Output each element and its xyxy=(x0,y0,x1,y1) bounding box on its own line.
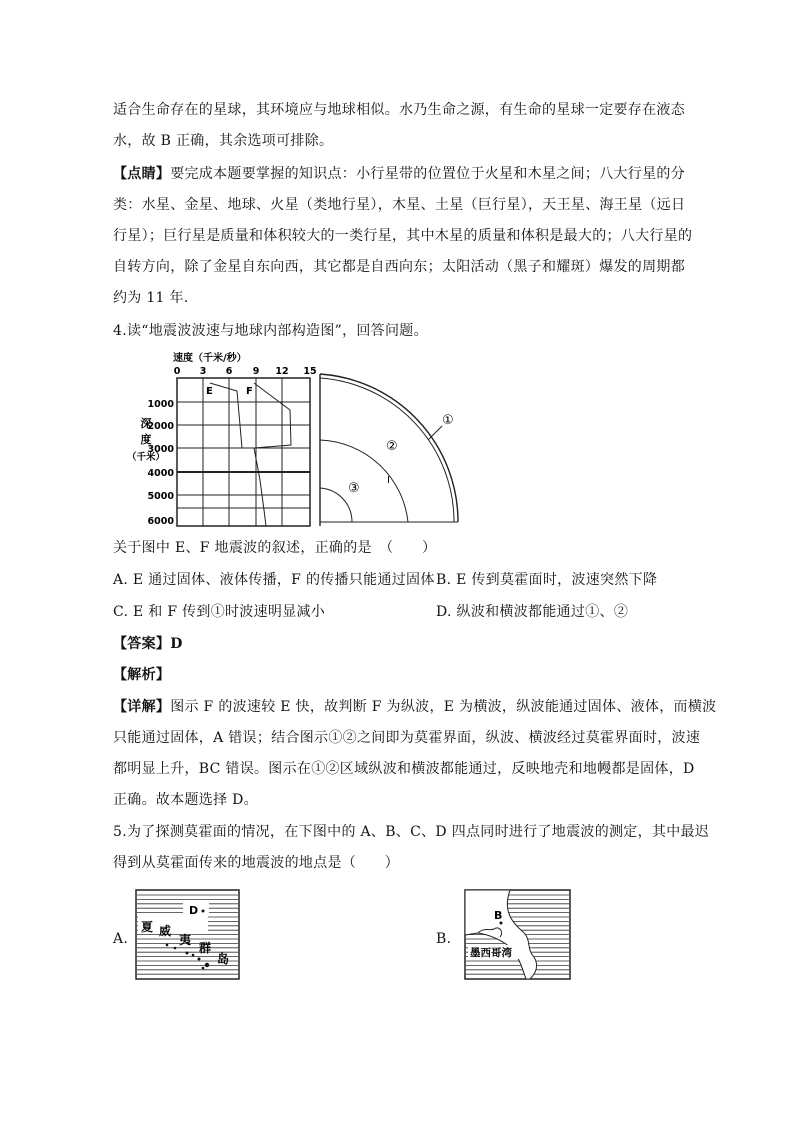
map-a-label: 岛 xyxy=(217,952,230,966)
question-4-text: 关于图中 E、F 地震波的叙述，正确的是 （ ） xyxy=(113,540,437,556)
option-c: C. E 和 F 传到①时波速明显减小 xyxy=(113,604,326,620)
map-a-label: 夏 xyxy=(141,920,154,934)
analysis-tag: 【解析】 xyxy=(113,667,171,683)
hawaii-map xyxy=(135,889,240,980)
dianjing-text: 要完成本题要掌握的知识点：小行星带的位置位于火星和木星之间；八大行星的分 xyxy=(170,166,686,182)
paragraph-line: 自转方向，除了金星自东向西，其它都是自西向东；太阳活动（黑子和耀斑）爆发的周期都 xyxy=(113,259,685,275)
wave-f-curve xyxy=(254,383,291,526)
speed-tick: 15 xyxy=(303,366,317,377)
seismic-wave-figure xyxy=(126,350,465,530)
wave-e-label: E xyxy=(206,386,213,397)
speed-tick: 3 xyxy=(199,366,207,377)
option-a: A. E 通过固体、液体传播，F 的传播只能通过固体 xyxy=(113,572,435,588)
dianjing-line xyxy=(113,164,685,184)
map-a-label: 群 xyxy=(199,941,212,955)
speed-tick: 6 xyxy=(225,366,233,377)
speed-tick: 9 xyxy=(252,366,260,377)
speed-axis-label: 速度（千米/秒） xyxy=(173,353,247,364)
map-b-label: 墨西哥湾 xyxy=(470,947,512,959)
map-a-label: 威 xyxy=(159,924,172,938)
layer-3-label: ③ xyxy=(348,481,360,496)
layer-2-label: ② xyxy=(386,439,398,454)
paragraph-line: 正确。故本题选择 D。 xyxy=(113,792,258,808)
gulf-of-mexico-map xyxy=(464,889,571,980)
paragraph-line: 适合生命存在的星球，其环境应与地球相似。水乃生命之源，有生命的星球一定要存在液态 xyxy=(113,102,685,118)
depth-tick: 1000 xyxy=(147,399,174,410)
option-b-label: B. xyxy=(436,931,452,947)
map-b-point-dot xyxy=(500,922,503,925)
speed-tick: 0 xyxy=(173,366,181,377)
paragraph-line: 类：水星、金星、地球、火星（类地行星），木星、土星（巨行星），天王星、海王星（远日 xyxy=(113,197,686,213)
dianjing-tag: 【点睛】 xyxy=(113,166,171,182)
map-b-point-label: B xyxy=(494,909,503,922)
question-4-stem: 4.读“地震波波速与地球内部构造图”，回答问题。 xyxy=(113,323,428,339)
question-5-stem: 5.为了探测莫霍面的情况，在下图中的 A、B、C、D 四点同时进行了地震波的测定，其中最迟 xyxy=(113,824,710,840)
boundary-mark: I xyxy=(387,475,390,486)
layer-1-label: ① xyxy=(442,413,454,428)
map-a-point-dot xyxy=(202,910,205,913)
paragraph-line: 得到从莫霍面传来的地震波的地点是（ ） xyxy=(113,855,399,871)
depth-tick: 6000 xyxy=(147,516,174,527)
paragraph-line: 约为 11 年. xyxy=(113,290,189,306)
map-a-label: 夷 xyxy=(179,933,192,947)
depth-tick: 5000 xyxy=(147,491,174,502)
option-b: B. E 传到莫霍面时，波速突然下降 xyxy=(436,572,658,588)
map-a-point-label: D xyxy=(189,904,199,917)
paragraph-line: 都明显上升，BC 错误。图示在①②区域纵波和横波都能通过，反映地壳和地幔都是固体，D xyxy=(113,761,695,777)
detail-text: 图示 F 的波速较 E 快，故判断 F 为纵波，E 为横波，纵波能通过固体、液体，而横波 xyxy=(170,699,717,715)
wave-e-curve xyxy=(210,383,244,448)
detail-line xyxy=(113,697,716,717)
paragraph-line: 行星）；巨行星是质量和体积较大的一类行星，其中木星的质量和体积是最大的；八大行星的 xyxy=(113,228,693,244)
option-a-label: A. xyxy=(113,931,129,947)
paragraph-line: 只能通过固体，A 错误；结合图示①②之间即为莫霍界面，纵波、横波经过莫霍界面时，波速 xyxy=(113,730,701,746)
answer: 【答案】D xyxy=(113,636,183,652)
depth-tick: 2000 xyxy=(147,421,174,432)
speed-tick: 12 xyxy=(275,366,289,377)
depth-tick: 3000 xyxy=(147,444,174,455)
depth-tick: 4000 xyxy=(147,468,174,479)
option-d: D. 纵波和横波都能通过①、② xyxy=(436,604,629,620)
depth-axis-label: 度 xyxy=(140,433,152,446)
detail-tag: 【详解】 xyxy=(113,699,171,715)
wave-f-label: F xyxy=(246,386,253,397)
depth-axis-label: （千米） xyxy=(126,452,166,463)
depth-axis-label: 深 xyxy=(140,417,152,430)
paragraph-line: 水，故 B 正确，其余选项可排除。 xyxy=(113,133,334,149)
